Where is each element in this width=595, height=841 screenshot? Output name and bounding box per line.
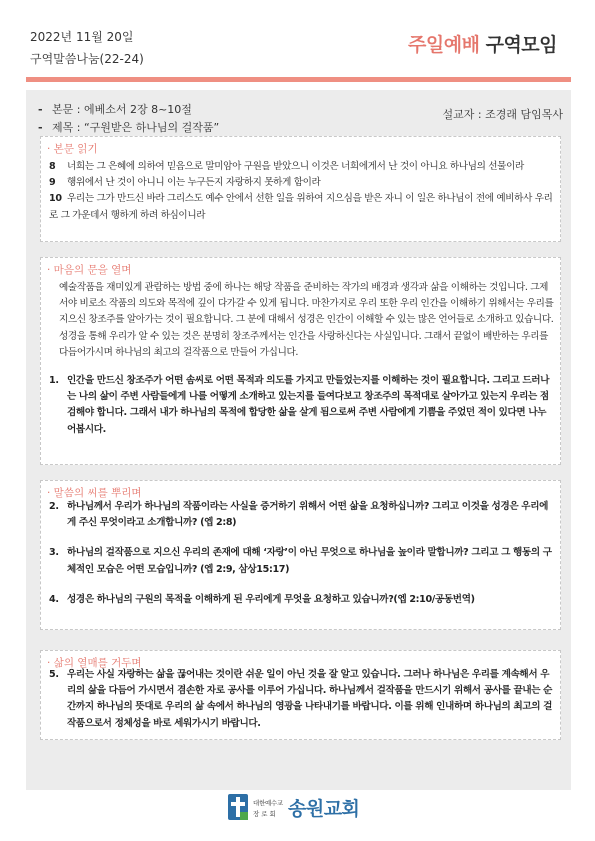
harvest-box [40,650,561,740]
opening-body [49,280,554,438]
verse-9 [49,175,554,191]
church-name: 송원교회 [288,798,360,820]
question-3 [49,545,554,577]
header-rule [26,77,571,82]
scripture-line [38,101,192,117]
question-text: 인간을 만드신 창조주가 어떤 솜씨로 어떤 목적과 의도를 가지고 만들었는지를 이해하는 것이 필요합니다. 그리고 드러나는 나의 삶이 주변 사람들에게 나를 어떻게 소개하고 있는지를 들여다보고 창조주의 목적대로 살아가고 있는지 우리는 점검해야 합니다. 그래서 내가 하나님의 목적에 합당한 삶을 살게 됨으로써 주변 사람에게 기쁨을 주었던 적이 있다면 나누어봅시다. [67,375,550,435]
verse-text: 너희는 그 은혜에 의하여 믿음으로 말미암아 구원을 받았으니 이것은 너희에게서 난 것이 아니요 하나님의 선물이라 [67,161,524,172]
subject-text: 제목 : “구원받은 하나님의 걸작품” [52,121,220,134]
question-number: 3. [49,547,59,559]
title-accent: 주일예배 [408,34,480,56]
question-text: 성경은 하나님의 구원의 목적을 이해하게 된 우리에게 무엇을 요청하고 있습니까?(엡 2:10/공동번역) [67,593,475,605]
page-title [408,30,557,57]
logo-denomination: 대한예수교 [253,799,283,807]
sowing-box [40,480,561,630]
question-1 [49,373,554,438]
date: 2022년 11월 20일 [30,30,134,44]
logo-presbyterian: 장로회 [253,810,278,818]
harvest-body [49,667,554,732]
subject-line [38,119,219,135]
cross-icon [228,794,248,820]
dash-bullet: - [38,103,43,116]
opening-paragraph: 예술작품을 재미있게 관람하는 방법 중에 하나는 해당 작품을 준비하는 작가의 배경과 생각과 삶을 이해하는 것입니다. 그제서야 비로소 작품의 의도와 목적에 깊이 다가갈 수 있게 됩니다. 마찬가지로 우리 또한 우리 인간을 이해하기 위해서는 우리를 지으신 창조주를 알아가는 것이 필요합니다. 그 분에 대해서 성경은 인간이 이해할 수 있는 많은 언어들로 소개하고 있습니다. 성경을 통해 우리가 알 수 있는 것은 분명히 창조주께서는 인간을 사랑하신다는 사실입니다. 그래서 끝없이 배반하는 우리를 다듬어가시며 하나님의 최고의 걸작품으로 만들어 가십니다. [59,282,554,358]
reading-box [40,136,561,242]
question-4 [49,592,554,608]
verse-text: 행위에서 난 것이 아니니 이는 누구든지 자랑하지 못하게 함이라 [67,177,321,189]
series-label: 구역말씀나눔(22-24) [30,52,144,66]
spacer [49,531,554,545]
opening-box [40,257,561,465]
dash-bullet: - [38,121,43,134]
spacer [49,361,554,373]
question-5 [49,667,554,732]
question-number: 5. [49,669,59,680]
sowing-body [49,499,554,608]
question-text: 우리는 사실 자랑하는 삶을 끊어내는 것이란 쉬운 일이 아닌 것을 잘 알고 있습니다. 그러나 하나님은 우리를 계속해서 우리의 삶을 다듬어 가시면서 겸손한 자로 공사를 이루어 가십니다. 하나님께서 걸작품을 만드시기 위해서 공사를 끝내는 순간까지 하나님의 뜻대로 우리의 삶 속에서 하나님의 영광을 나타내기를 바랍니다. 이를 위해 인내하며 하나님의 최고의 걸작품으로서 정체성을 바로 세워가시기 바랍니다. [67,669,553,729]
opening-heading: · 마음의 문을 열며 [47,264,132,276]
spacer [49,578,554,592]
verse-8 [49,159,554,175]
verse-number: 8 [49,161,56,172]
verse-text: 우리는 그가 만드신 바라 그리스도 예수 안에서 선한 일을 위하여 지으심을 받은 자니 이 일은 하나님이 전에 예비하사 우리로 그 가운데서 행하게 하려 하심이니라 [49,193,553,221]
question-2 [49,499,554,531]
title-main: 구역모임 [479,34,557,56]
sowing-heading: · 말씀의 씨를 뿌리며 [47,487,142,499]
verse-number: 9 [49,177,56,189]
preacher: 설교자 : 조경래 담임목사 [442,108,563,121]
question-text: 하나님의 걸작품으로 지으신 우리의 존재에 대해 ‘자랑’이 아닌 무엇으로 하나님을 높이라 말합니까? 그리고 그 행동의 구체적인 모습은 어떤 모습입니까? (엡 2:9, 삼상15:17) [67,547,552,575]
question-text: 하나님께서 우리가 하나님의 작품이라는 사실을 증거하기 위해서 어떤 삶을 요청하십니까? 그리고 이것을 성경은 우리에게 주신 무엇이라고 소개합니까? (엡 2:8) [67,501,549,529]
scripture-text: 본문 : 에베소서 2장 8~10절 [52,103,192,116]
question-number: 1. [49,375,59,387]
question-number: 4. [49,593,59,605]
reading-body [49,159,554,224]
verse-10 [49,191,554,223]
verse-number: 10 [49,193,62,205]
church-logo [226,790,376,830]
harvest-heading: · 삶의 열매를 거두며 [47,657,142,669]
reading-heading: · 본문 읽기 [47,143,98,155]
question-number: 2. [49,501,59,512]
